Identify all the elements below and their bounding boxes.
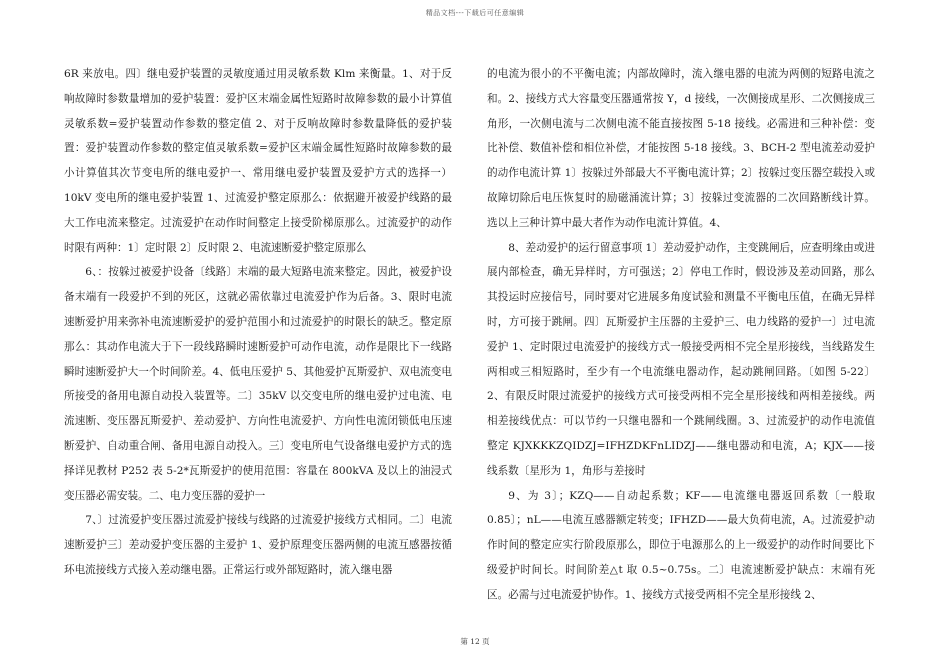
paragraph: 6R 来放电。四〕继电爱护装置的灵敏度通过用灵敏系数 Klm 来衡量。1、对于反响故障时参数量增加的爱护装置：爱护区末端金属性短路时故障参数的最小计算值灵敏系数=爱护装置动作参数的整定值 2、对于反响故障时参数量降低的爱护装置：爱护装置动作参数的整定值灵敏系数=爱护区末端金属性短路时故障参数的最小计算值其次节变电所的继电爱护一、常用继电爱护装置及爱护方式的选择一）10kV 变电所的继电爱护装置 1、过流爱护整定原那么：依据避开被爱护线路的最大工作电流来整定。过流爱护在动作时间整定上接受阶梯原那么。过流爱护的动作时限有两种：1〕定时限 2〕反时限 2、电流速断爱护整定原那么 xyxy=(64,68,452,254)
paragraph: 的电流为很小的不平衡电流；内部故障时，流入继电器的电流为两侧的短路电流之和。2、接线方式大容量变压器通常按 Y，d 接线，一次侧接成星形、二次侧接成三角形，一次侧电流与二次侧电流不能直接按图 5-18 接线。必需进和三种补偿：变比补偿、数值补偿和相位补偿，才能按图 5-18 接线。3、BCH-2 型电流差动爱护的动作电流计算 1〕按躲过外部最大不平衡电流计算；2〕按躲过变压器空载投入或故障切除后电压恢复时的励磁涌流计算；3〕按躲过变流器的二次回路断线计算。选以上三种计算中最大者作为动作电流计算值。4、 xyxy=(487,68,875,229)
paragraph: 6、：按躲过被爱护设备〔线路〕末端的最大短路电流来整定。因此，被爱护设备末端有一段爱护不到的死区，这就必需依靠过电流爱护作为后备。3、限时电流速断爱护用来弥补电流速断爱护的爱护范围小和过流爱护的时限长的缺乏。整定原那么：其动作电流大于下一段线路瞬时速断爱护可动作电流，动作是限比下一线路瞬时速断爱护大一个时间阶差。4、低电压爱护 5、其他爱护瓦斯爱护、双电流变电所接受的备用电源自动投入装置等。二〕35kV 以交变电所的继电爱护过电流、电流速断、变压器瓦斯爱护、差动爱护、方向性电流爱护、方向性电流闭锁低电压速断爱护、自动重合闸、备用电源自动投入。三〕变电所电气设备继电爱护方式的选择详见教材 P252 表 5-2*瓦斯爱护的使用范围：容量在 800kVA 及以上的油浸式变压器必需安装。二、电力变压器的爱护一 xyxy=(64,266,452,502)
left-column xyxy=(64,62,452,583)
paragraph: 9、为 3〕；KZQ——自动起系数；KF——电流继电器返回系数〔一般取 0.85〕；nL——电流互感器额定转变；IFHZD——最大负荷电流，A。过流爱护动作时间的整定应实行阶段原那么，即位于电源那么的上一级爱护的动作时间要比下级爱护时间长。时间阶差△t 取 0.5~0.75s。二〕电流速断爱护缺点：末端有死区。必需与过电流爱护协作。1、接线方式接受两相不完全星形接线 2、 xyxy=(487,489,875,601)
paragraph: 8、差动爱护的运行留意事项 1〕差动爱护动作，主变跳闸后，应查明缘由或进展内部检查，确无异样时，方可强送；2〕停电工作时，假设涉及差动回路，那么其投运时应接信号，同时要对它进展多角度试验和测量不平衡电压值，在确无异样时，方可接于跳闸。四〕瓦斯爱护主压器的主爱护三、电力线路的爱护一〕过电流爱护 1、定时限过电流爱护的接线方式一般接受两相不完全星形接线，当线路发生两相或三相短路时，至少有一个电流继电器动作，起动跳闸回路。〔如图 5-22〕2、有限反时限过流爱护的接线方式可接受两相不完全星形接线和两相差接线。两相差接线优点：可以节约一只继电器和一个跳闸线圈。3、过流爱护的动作电流值整定 KJXKKKZQIDZJ=IFHZDKFnLIDZJ——继电器动和电流，A；KJX——接线系数〔星形为 1，角形与差接时 xyxy=(487,241,875,477)
page-number: 第 12 页 xyxy=(460,637,490,646)
right-column xyxy=(487,62,875,608)
page-header: 精品文档---下载后可任意编辑 xyxy=(425,9,525,17)
paragraph: 7、〕过流爱护变压器过流爱护接线与线路的过流爱护接线方式相同。二〕电流速断爱护三〕差动爱护变压器的主爱护 1、爱护原理变压器两侧的电流互感器按循环电流接线方式接入差动继电器。正常运行或外部短路时，流入继电器 xyxy=(64,514,452,576)
